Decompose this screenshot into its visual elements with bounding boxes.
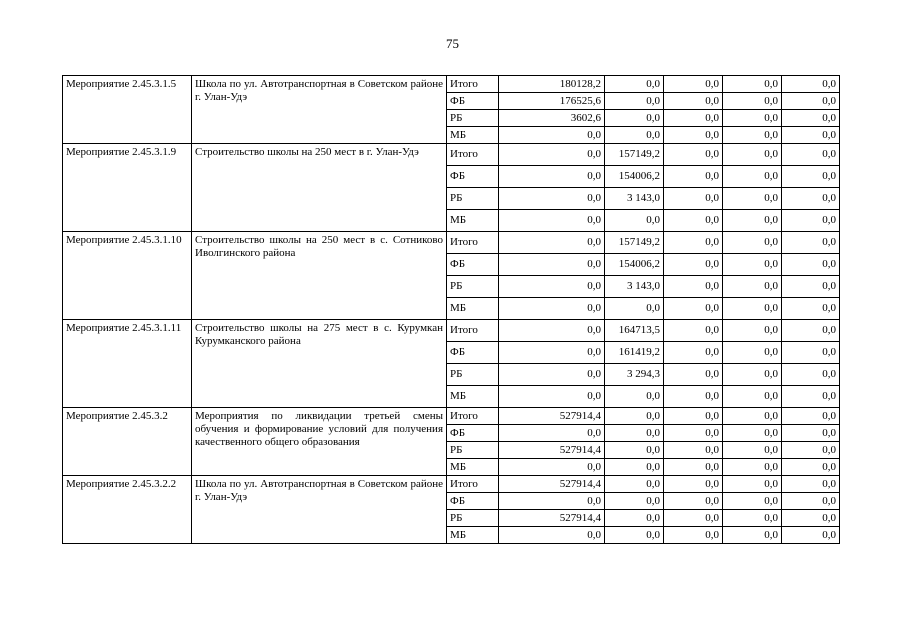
amount-cell: 0,0: [782, 459, 840, 476]
amount-cell: 154006,2: [605, 254, 664, 276]
amount-cell: 0,0: [499, 320, 605, 342]
amount-cell: 0,0: [782, 188, 840, 210]
amount-cell: 0,0: [605, 510, 664, 527]
funding-source: ФБ: [447, 254, 499, 276]
amount-cell: 0,0: [723, 144, 782, 166]
amount-cell: 3602,6: [499, 110, 605, 127]
amount-cell: 0,0: [499, 254, 605, 276]
amount-cell: 527914,4: [499, 510, 605, 527]
amount-cell: 0,0: [664, 442, 723, 459]
amount-cell: 0,0: [499, 144, 605, 166]
amount-cell: 0,0: [605, 110, 664, 127]
table-row: [63, 320, 840, 342]
amount-cell: 0,0: [782, 510, 840, 527]
amount-cell: 0,0: [605, 459, 664, 476]
amount-cell: 0,0: [605, 442, 664, 459]
amount-cell: 0,0: [499, 364, 605, 386]
amount-cell: 0,0: [605, 425, 664, 442]
funding-source: ФБ: [447, 342, 499, 364]
funding-source: Итого: [447, 144, 499, 166]
funding-source: МБ: [447, 459, 499, 476]
amount-cell: 0,0: [782, 342, 840, 364]
amount-cell: 0,0: [664, 425, 723, 442]
amount-cell: 527914,4: [499, 408, 605, 425]
amount-cell: 0,0: [664, 510, 723, 527]
amount-cell: 0,0: [664, 276, 723, 298]
amount-cell: 0,0: [723, 320, 782, 342]
amount-cell: 0,0: [664, 386, 723, 408]
amount-cell: 0,0: [723, 93, 782, 110]
table-row: [63, 232, 840, 254]
amount-cell: 157149,2: [605, 144, 664, 166]
amount-cell: 0,0: [664, 342, 723, 364]
amount-cell: 0,0: [723, 386, 782, 408]
amount-cell: 0,0: [664, 364, 723, 386]
amount-cell: 0,0: [782, 320, 840, 342]
amount-cell: 0,0: [605, 493, 664, 510]
amount-cell: 0,0: [499, 425, 605, 442]
amount-cell: 0,0: [782, 442, 840, 459]
amount-cell: 0,0: [664, 127, 723, 144]
amount-cell: 0,0: [664, 232, 723, 254]
amount-cell: 0,0: [499, 232, 605, 254]
amount-cell: 0,0: [605, 298, 664, 320]
amount-cell: 0,0: [664, 298, 723, 320]
amount-cell: 154006,2: [605, 166, 664, 188]
measure-name: Строительство школы на 275 мест в с. Курумкан Курумканского района: [192, 320, 447, 408]
funding-source: РБ: [447, 364, 499, 386]
amount-cell: 0,0: [782, 232, 840, 254]
amount-cell: 0,0: [499, 188, 605, 210]
funding-source: РБ: [447, 510, 499, 527]
amount-cell: 0,0: [664, 93, 723, 110]
amount-cell: 0,0: [782, 298, 840, 320]
amount-cell: 164713,5: [605, 320, 664, 342]
budget-table: [62, 75, 840, 544]
amount-cell: 0,0: [499, 493, 605, 510]
table-row: [63, 76, 840, 93]
measure-code: Мероприятие 2.45.3.1.10: [63, 232, 192, 320]
amount-cell: 0,0: [723, 127, 782, 144]
funding-source: Итого: [447, 76, 499, 93]
amount-cell: 3 143,0: [605, 188, 664, 210]
funding-source: Итого: [447, 320, 499, 342]
amount-cell: 0,0: [664, 110, 723, 127]
amount-cell: 0,0: [664, 320, 723, 342]
amount-cell: 0,0: [782, 493, 840, 510]
table-row: [63, 476, 840, 493]
amount-cell: 0,0: [782, 210, 840, 232]
amount-cell: 0,0: [499, 127, 605, 144]
amount-cell: 0,0: [499, 342, 605, 364]
amount-cell: 0,0: [664, 493, 723, 510]
measure-code: Мероприятие 2.45.3.1.5: [63, 76, 192, 144]
amount-cell: 0,0: [723, 527, 782, 544]
funding-source: МБ: [447, 527, 499, 544]
measure-name: Школа по ул. Автотранспортная в Советском районе г. Улан-Удэ: [192, 76, 447, 144]
amount-cell: 0,0: [664, 166, 723, 188]
amount-cell: 0,0: [723, 76, 782, 93]
amount-cell: 0,0: [782, 144, 840, 166]
amount-cell: 0,0: [782, 166, 840, 188]
amount-cell: 180128,2: [499, 76, 605, 93]
amount-cell: 0,0: [499, 298, 605, 320]
amount-cell: 0,0: [664, 459, 723, 476]
amount-cell: 0,0: [664, 210, 723, 232]
amount-cell: 0,0: [782, 425, 840, 442]
amount-cell: 0,0: [782, 76, 840, 93]
amount-cell: 0,0: [605, 93, 664, 110]
funding-source: ФБ: [447, 93, 499, 110]
amount-cell: 0,0: [664, 476, 723, 493]
amount-cell: 0,0: [782, 110, 840, 127]
amount-cell: 0,0: [605, 386, 664, 408]
funding-source: РБ: [447, 188, 499, 210]
amount-cell: 0,0: [782, 276, 840, 298]
amount-cell: 0,0: [605, 476, 664, 493]
page-number: 75: [446, 36, 459, 51]
measure-code: Мероприятие 2.45.3.2.2: [63, 476, 192, 544]
amount-cell: 0,0: [723, 476, 782, 493]
funding-source: РБ: [447, 442, 499, 459]
funding-source: МБ: [447, 210, 499, 232]
measure-code: Мероприятие 2.45.3.2: [63, 408, 192, 476]
amount-cell: 0,0: [782, 386, 840, 408]
amount-cell: 3 143,0: [605, 276, 664, 298]
measure-code: Мероприятие 2.45.3.1.11: [63, 320, 192, 408]
table-row: [63, 144, 840, 166]
budget-table-body: [63, 76, 840, 544]
amount-cell: 0,0: [782, 93, 840, 110]
amount-cell: 0,0: [723, 166, 782, 188]
amount-cell: 176525,6: [499, 93, 605, 110]
amount-cell: 0,0: [664, 408, 723, 425]
funding-source: МБ: [447, 298, 499, 320]
funding-source: ФБ: [447, 425, 499, 442]
measure-name: Строительство школы на 250 мест в с. Сотниково Иволгинского района: [192, 232, 447, 320]
amount-cell: 0,0: [723, 188, 782, 210]
amount-cell: 0,0: [499, 276, 605, 298]
amount-cell: 0,0: [723, 364, 782, 386]
measure-name: Школа по ул. Автотранспортная в Советском районе г. Улан-Удэ: [192, 476, 447, 544]
amount-cell: 161419,2: [605, 342, 664, 364]
funding-source: ФБ: [447, 166, 499, 188]
amount-cell: 0,0: [723, 459, 782, 476]
amount-cell: 0,0: [723, 342, 782, 364]
funding-source: РБ: [447, 110, 499, 127]
amount-cell: 0,0: [723, 493, 782, 510]
amount-cell: 527914,4: [499, 476, 605, 493]
amount-cell: 0,0: [605, 527, 664, 544]
amount-cell: 0,0: [723, 408, 782, 425]
amount-cell: 0,0: [499, 527, 605, 544]
amount-cell: 0,0: [723, 232, 782, 254]
amount-cell: 0,0: [605, 210, 664, 232]
amount-cell: 0,0: [723, 254, 782, 276]
amount-cell: 0,0: [605, 127, 664, 144]
amount-cell: 527914,4: [499, 442, 605, 459]
amount-cell: 0,0: [723, 510, 782, 527]
funding-source: Итого: [447, 408, 499, 425]
amount-cell: 157149,2: [605, 232, 664, 254]
amount-cell: 0,0: [664, 144, 723, 166]
amount-cell: 0,0: [723, 276, 782, 298]
amount-cell: 0,0: [664, 254, 723, 276]
amount-cell: 0,0: [723, 298, 782, 320]
amount-cell: 0,0: [723, 210, 782, 232]
amount-cell: 0,0: [664, 76, 723, 93]
funding-source: МБ: [447, 127, 499, 144]
amount-cell: 0,0: [782, 408, 840, 425]
amount-cell: 0,0: [664, 188, 723, 210]
amount-cell: 3 294,3: [605, 364, 664, 386]
amount-cell: 0,0: [499, 386, 605, 408]
funding-source: РБ: [447, 276, 499, 298]
funding-source: Итого: [447, 476, 499, 493]
amount-cell: 0,0: [499, 166, 605, 188]
amount-cell: 0,0: [723, 425, 782, 442]
amount-cell: 0,0: [782, 527, 840, 544]
table-row: [63, 408, 840, 425]
funding-source: МБ: [447, 386, 499, 408]
amount-cell: 0,0: [782, 254, 840, 276]
measure-code: Мероприятие 2.45.3.1.9: [63, 144, 192, 232]
amount-cell: 0,0: [605, 408, 664, 425]
amount-cell: 0,0: [782, 476, 840, 493]
funding-source: Итого: [447, 232, 499, 254]
amount-cell: 0,0: [605, 76, 664, 93]
funding-source: ФБ: [447, 493, 499, 510]
measure-name: Строительство школы на 250 мест в г. Улан-Удэ: [192, 144, 447, 232]
amount-cell: 0,0: [723, 110, 782, 127]
amount-cell: 0,0: [782, 127, 840, 144]
amount-cell: 0,0: [664, 527, 723, 544]
amount-cell: 0,0: [499, 210, 605, 232]
amount-cell: 0,0: [723, 442, 782, 459]
amount-cell: 0,0: [499, 459, 605, 476]
measure-name: Мероприятия по ликвидации третьей смены обучения и формирование условий для получения качественного общего образования: [192, 408, 447, 476]
amount-cell: 0,0: [782, 364, 840, 386]
